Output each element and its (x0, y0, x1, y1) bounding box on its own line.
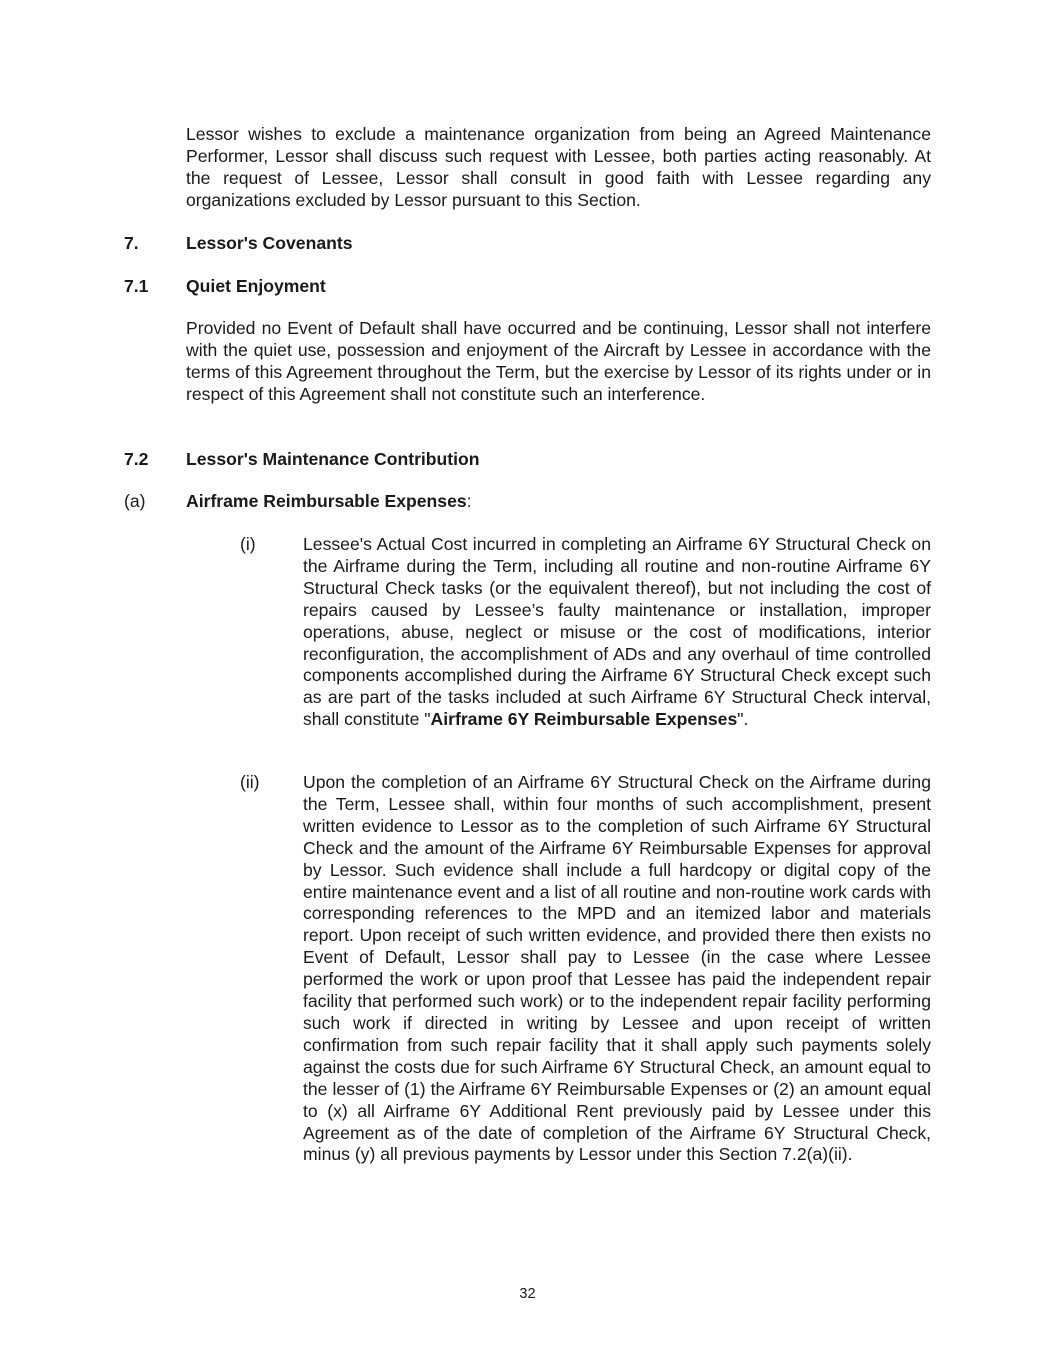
item-i-closing: ". (737, 709, 749, 730)
subsection-title-bold: Airframe Reimbursable Expenses (186, 491, 467, 511)
section-number: 7.2 (124, 449, 149, 469)
defined-term: Airframe 6Y Reimbursable Expenses (430, 709, 738, 730)
intro-paragraph: Lessor wishes to exclude a maintenance organization from being an Agreed Maintenance Performer, Lessor shall discuss such request with Lessee, both parties acting reasonably. At the request of Lessee, Lessor shall consult in good faith with Lessee regarding any organizations excluded by Lessor pursuant to this Section. (186, 124, 931, 210)
item-label: (ii) (240, 772, 260, 792)
subsection-title-colon: : (466, 491, 472, 511)
section-title: Lessor's Maintenance Contribution (186, 449, 480, 469)
quiet-enjoyment-paragraph: Provided no Event of Default shall have occurred and be continuing, Lessor shall not interfere with the quiet use, possession and enjoyment of the Aircraft by Lessee in accordance with the terms of this Agreement throughout the Term, but the exercise by Lessor of its rights under or in respect of this Agreement shall not constitute such an interference. (186, 318, 931, 404)
item-ii-text: Upon the completion of an Airframe 6Y Structural Check on the Airframe during the Term, Lessee shall, within four months of such accomplishment, present written evidence to Lessor as to the completion of such Airframe 6Y Structural Check and the amount of the Airframe 6Y Reimbursable Expenses for approval by Lessor. Such evidence shall include a full hardcopy or digital copy of the entire maintenance event and a list of all routine and non-routine work cards with corresponding references to the MPD and an itemized labor and materials report. Upon receipt of such written evidence, and provided there then exists no Event of Default, Lessor shall pay to Lessee (in the case where Lessee performed the work or upon proof that Lessee has paid the independent repair facility that performed such work) or to the independent repair facility performing such work if directed in writing by Lessee and upon receipt of written confirmation from such repair facility that it shall apply such payments solely against the costs due for such Airframe 6Y Structural Check, an amount equal to the lesser of (1) the Airframe 6Y Reimbursable Expenses or (2) an amount equal to (x) all Airframe 6Y Additional Rent previously paid by Lessee under this Agreement as of the date of completion of the Airframe 6Y Structural Check, minus (y) all previous payments by Lessor under this Section 7.2(a)(ii). (303, 772, 931, 1165)
section-title: Quiet Enjoyment (186, 276, 326, 296)
subsection-label: (a) (124, 491, 146, 511)
item-label: (i) (240, 534, 256, 554)
section-number: 7.1 (124, 276, 149, 296)
item-i-text (303, 534, 931, 731)
subsection-title (186, 491, 472, 513)
item-i-body: Lessee's Actual Cost incurred in completing an Airframe 6Y Structural Check on the Airframe during the Term, including all routine and non-routine Airframe 6Y Structural Check tasks (or the equivalent thereof), but not including the cost of repairs caused by Lessee’s faulty maintenance or installation, improper operations, abuse, neglect or misuse or the cost of modifications, interior reconfiguration, the accomplishment of ADs and any overhaul of time controlled components accomplished during the Airframe 6Y Structural Check except such as are part of the tasks included at such Airframe 6Y Structural Check interval, shall constitute " (303, 534, 931, 730)
section-title: Lessor's Covenants (186, 233, 353, 253)
page-number: 32 (519, 1286, 536, 1302)
section-number: 7. (124, 233, 139, 253)
